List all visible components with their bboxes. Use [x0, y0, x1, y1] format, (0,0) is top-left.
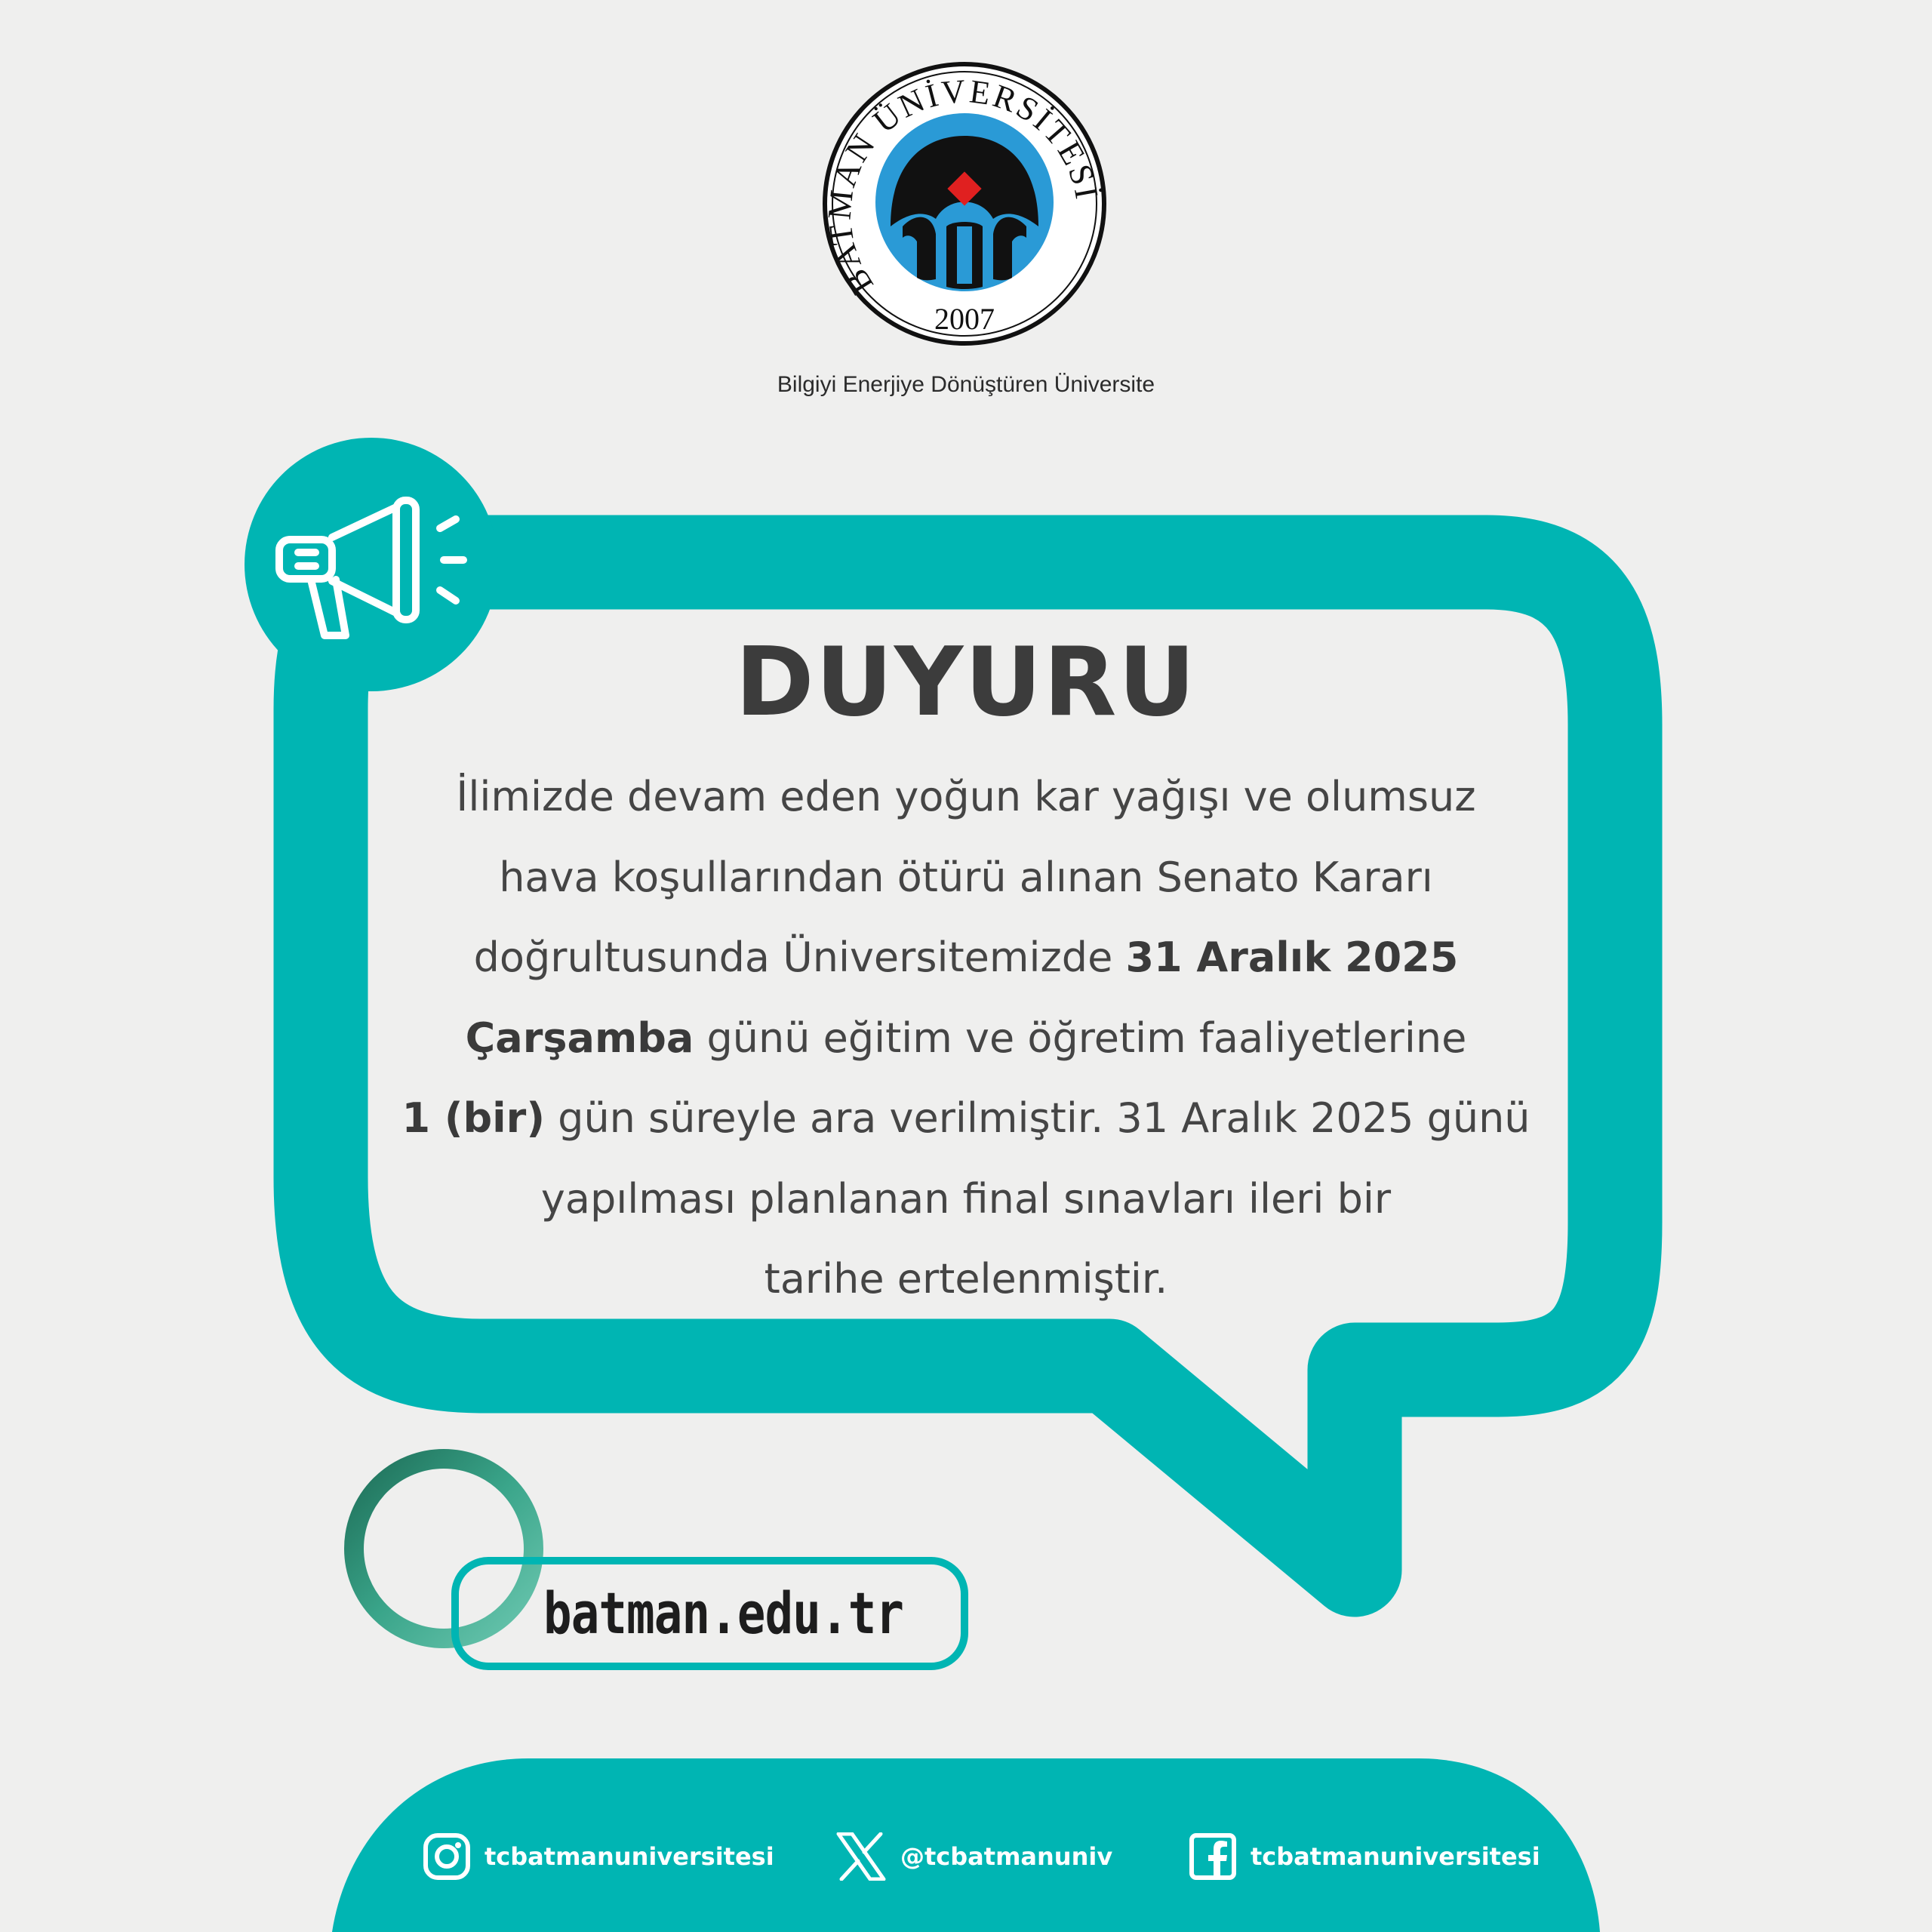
duration-highlight: 1 (bir) — [401, 1094, 545, 1142]
body-line-2: hava koşullarından ötürü alınan Senato Kararı — [499, 853, 1433, 901]
x-icon — [835, 1832, 887, 1881]
body-line-5: 1 (bir) gün süreyle ara verilmiştir. 31 Aralık 2025 günü — [401, 1094, 1531, 1142]
body-line-6: yapılması planlanan final sınavları ileri bir — [540, 1174, 1392, 1223]
svg-text:BATMAN ÜNİVERSİTESİ: BATMAN ÜNİVERSİTESİ — [820, 72, 1106, 301]
instagram-handle[interactable] — [423, 1830, 774, 1883]
x-handle[interactable] — [835, 1830, 1112, 1883]
tagline: Bilgiyi Enerjiye Dönüştüren Üniversite — [777, 372, 1155, 397]
facebook-label: tcbatmanuniversitesi — [1251, 1842, 1540, 1871]
instagram-label: tcbatmanuniversitesi — [485, 1842, 774, 1871]
announcement-body — [362, 757, 1570, 1320]
body-line-3: doğrultusunda Üniversitemizde 31 Aralık 2025 — [473, 934, 1459, 981]
x-label: @tcbatmanuniv — [900, 1842, 1113, 1871]
website-link[interactable]: batman.edu.tr — [543, 1580, 904, 1647]
body-line-7: tarihe ertelenmiştir. — [764, 1255, 1168, 1303]
logo-year: 2007 — [934, 302, 995, 336]
instagram-icon — [423, 1832, 471, 1881]
announcement-title: DUYURU — [735, 626, 1197, 737]
day-highlight: Çarşamba — [465, 1014, 694, 1062]
body-line-1: İlimizde devam eden yoğun kar yağışı ve olumsuz — [456, 773, 1476, 820]
facebook-icon — [1189, 1832, 1237, 1881]
date-highlight: 31 Aralık 2025 — [1125, 934, 1459, 981]
facebook-handle[interactable] — [1189, 1830, 1540, 1883]
body-line-4: Çarşamba günü eğitim ve öğretim faaliyetlerine — [465, 1014, 1467, 1062]
